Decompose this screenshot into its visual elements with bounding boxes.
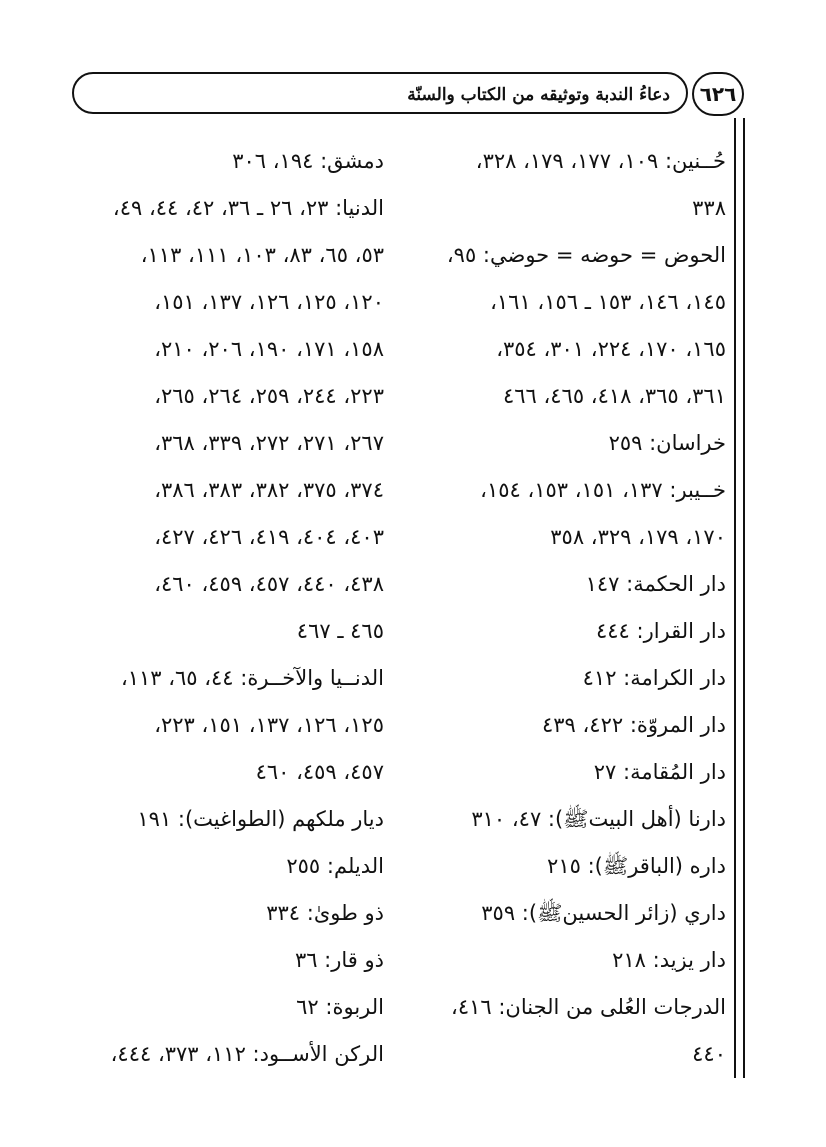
index-entry-line: ٥٣، ٦٥، ٨٣، ١٠٣، ١١١، ١١٣، <box>140 243 384 267</box>
index-entry-line: الديلم: ٢٥٥ <box>286 854 384 878</box>
index-entry-line: ٢٦٧، ٢٧١، ٢٧٢، ٣٣٩، ٣٦٨، <box>154 431 384 455</box>
index-entry-line: ذو طوىٰ: ٣٣٤ <box>266 901 384 925</box>
index-entry-line: ٣٦١، ٣٦٥، ٤١٨، ٤٦٥، ٤٦٦ <box>502 384 726 408</box>
index-entry-line: ٤٤٠ <box>692 1042 726 1066</box>
index-entry-line: ٤٣٨، ٤٤٠، ٤٥٧، ٤٥٩، ٤٦٠، <box>154 572 384 596</box>
index-entry-line: ديار ملكهم (الطواغيت): ١٩١ <box>137 807 384 831</box>
index-entry-line: الدرجات العُلى من الجنان: ٤١٦، <box>451 995 726 1019</box>
index-entry-line: ١٢٥، ١٢٦، ١٣٧، ١٥١، ٢٢٣، <box>154 713 384 737</box>
index-entry-line: ١٤٥، ١٤٦، ١٥٣ ـ ١٥٦، ١٦١، <box>490 290 726 314</box>
index-entry-line: الربوة: ٦٢ <box>296 995 384 1019</box>
index-entry-line: ٣٧٤، ٣٧٥، ٣٨٢، ٣٨٣، ٣٨٦، <box>154 478 384 502</box>
index-entry-line: ٤٦٥ ـ ٤٦٧ <box>296 619 384 643</box>
page-number-badge <box>692 72 744 116</box>
index-entry-line: دار يزيد: ٢١٨ <box>612 948 726 972</box>
index-entry-line: ١٧٠، ١٧٩، ٣٢٩، ٣٥٨ <box>550 525 726 549</box>
index-entry-line: دار القرار: ٤٤٤ <box>595 619 726 643</box>
index-entry-line: خــيبر: ١٣٧، ١٥١، ١٥٣، ١٥٤، <box>480 478 726 502</box>
index-entry-line: دار الكرامة: ٤١٢ <box>582 666 726 690</box>
index-entry-line: الحوض = حوضه = حوضي: ٩٥، <box>446 243 726 267</box>
index-entry-line: دارنا (أهل البيتﷺ): ٤٧، ٣١٠ <box>471 807 726 831</box>
index-entry-line: ٤٠٣، ٤٠٤، ٤١٩، ٤٢٦، ٤٢٧، <box>154 525 384 549</box>
index-entry-line: دار المروّة: ٤٢٢، ٤٣٩ <box>542 713 726 737</box>
index-entry-line: دمشق: ١٩٤، ٣٠٦ <box>232 149 384 173</box>
index-entry-line: ذو قار: ٣٦ <box>294 948 384 972</box>
index-entry-line: ١٢٠، ١٢٥، ١٢٦، ١٣٧، ١٥١، <box>154 290 384 314</box>
index-entry-line: حُــنين: ١٠٩، ١٧٧، ١٧٩، ٣٢٨، <box>475 149 726 173</box>
index-entry-line: ٤٥٧، ٤٥٩، ٤٦٠ <box>255 760 384 784</box>
index-entry-line: دار الحكمة: ١٤٧ <box>585 572 726 596</box>
index-entry-line: ١٦٥، ١٧٠، ٢٢٤، ٣٠١، ٣٥٤، <box>496 337 726 361</box>
index-entry-line: ٣٣٨ <box>692 196 726 220</box>
index-column-right <box>386 138 726 1078</box>
index-entry-line: داره (الباقرﷺ): ٢١٥ <box>547 854 726 878</box>
index-entry-line: خراسان: ٢٥٩ <box>608 431 726 455</box>
margin-rule-inner <box>734 118 736 1078</box>
index-entry-line: ٢٢٣، ٢٤٤، ٢٥٩، ٢٦٤، ٢٦٥، <box>154 384 384 408</box>
index-column-left <box>34 138 384 1078</box>
page-number: ٦٢٦ <box>699 82 737 106</box>
index-entry-line: داري (زائر الحسينﷺ): ٣٥٩ <box>481 901 726 925</box>
index-entry-line: الركن الأســود: ١١٢، ٣٧٣، ٤٤٤، <box>110 1042 384 1066</box>
index-entry-line: الدنيا: ٢٣، ٢٦ ـ ٣٦، ٤٢، ٤٤، ٤٩، <box>112 196 384 220</box>
index-entry-line: ١٥٨، ١٧١، ١٩٠، ٢٠٦، ٢١٠، <box>154 337 384 361</box>
running-header-title: دعاءُ الندبة وتوثيقه من الكتاب والسنّة <box>407 85 670 105</box>
index-entry-line: دار المُقامة: ٢٧ <box>593 760 726 784</box>
index-entry-line: الدنــيا والآخــرة: ٤٤، ٦٥، ١١٣، <box>120 666 384 690</box>
margin-rule-outer <box>743 118 745 1078</box>
